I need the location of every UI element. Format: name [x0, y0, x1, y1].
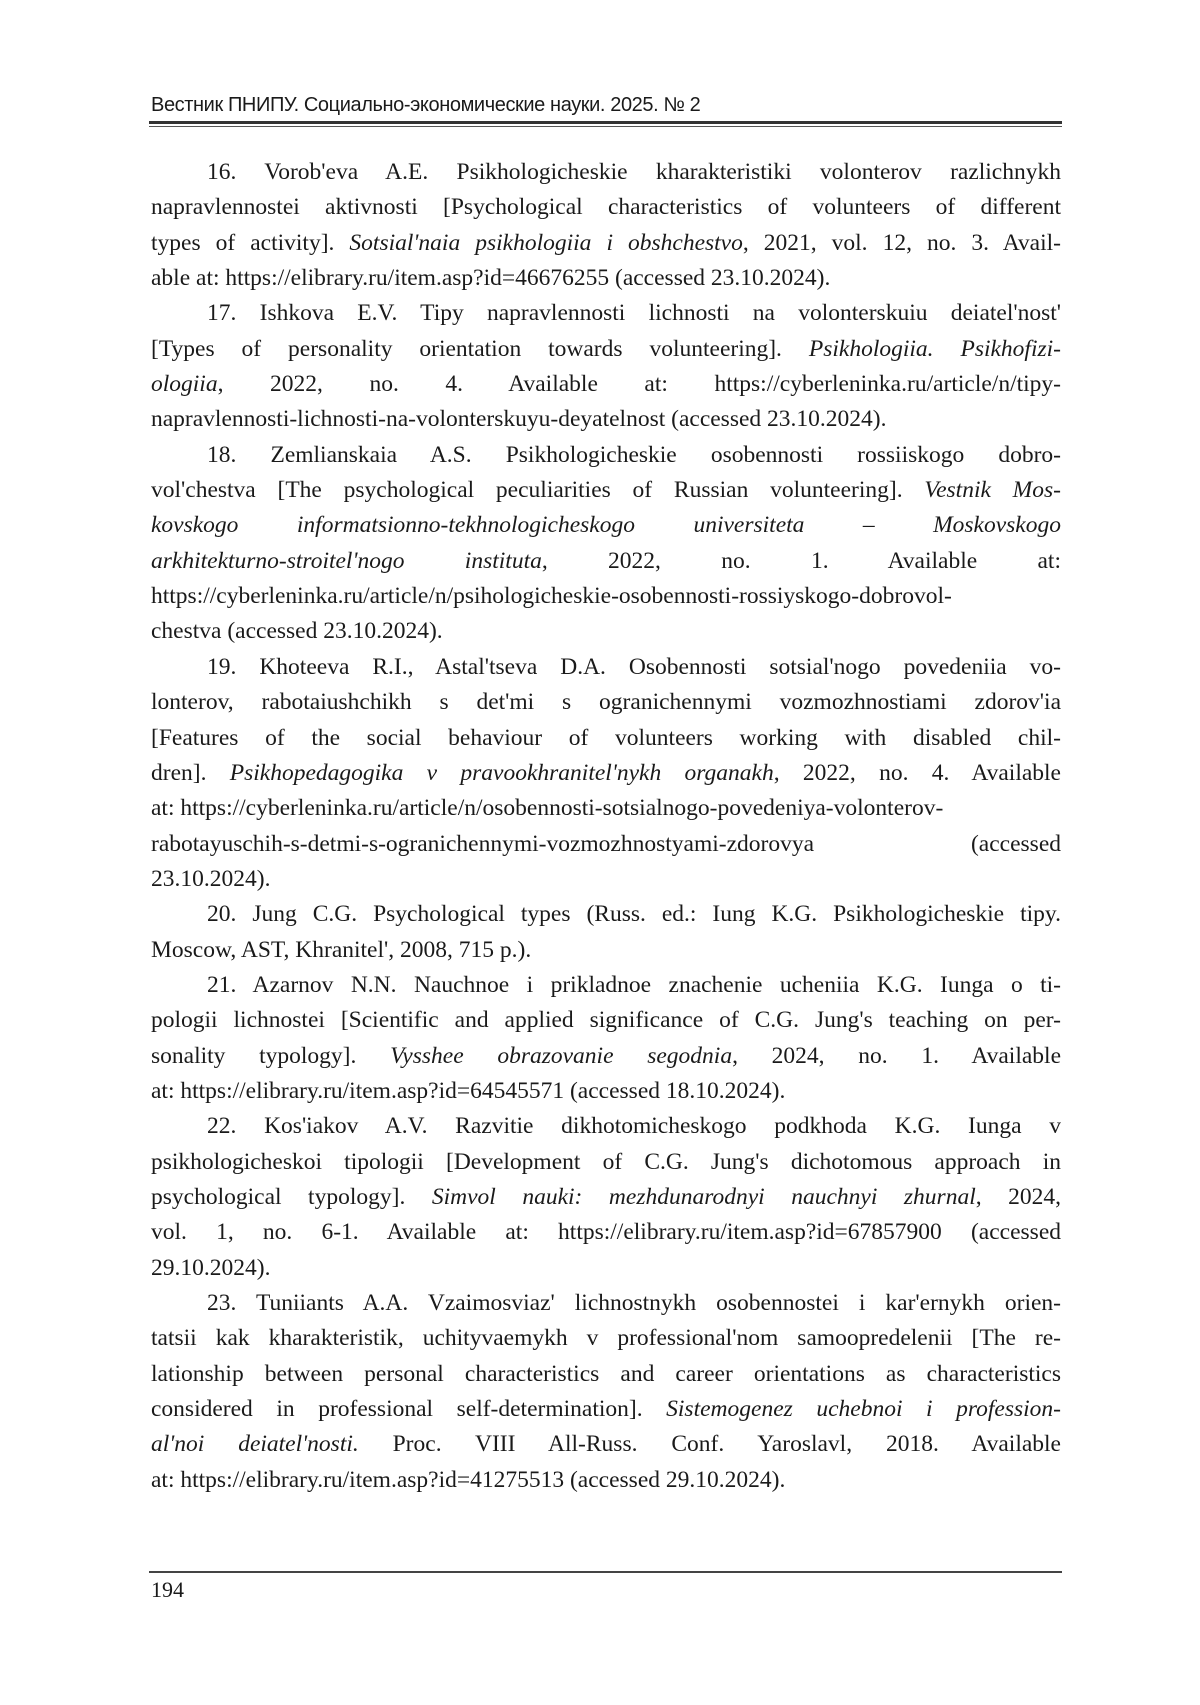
- reference-line: [151, 226, 1061, 261]
- reference-line: [151, 933, 1061, 968]
- reference-text: lonterov, rabotaiushchikh s det'mi s ogranichennymi vozmozhnostiami zdorov'ia: [151, 689, 1061, 715]
- reference-text: dren].: [151, 760, 230, 786]
- reference-source-title: Sotsial'naia psikhologiia i obshchestvo: [349, 230, 742, 256]
- reference-line: [151, 1074, 1061, 1109]
- reference-line: [151, 1039, 1061, 1074]
- reference-line: [151, 756, 1061, 791]
- reference-text: at: https://elibrary.ru/item.asp?id=64545571 (accessed 18.10.2024).: [151, 1078, 785, 1104]
- reference-entry: [151, 296, 1061, 437]
- reference-text: chestva (accessed 23.10.2024).: [151, 618, 443, 644]
- reference-text: [Features of the social behaviour of volunteers working with disabled chil-: [151, 725, 1061, 751]
- reference-line: [151, 1003, 1061, 1038]
- header-rule: [149, 121, 1062, 124]
- reference-line: [151, 614, 1061, 649]
- reference-line: [151, 1251, 1061, 1286]
- reference-line: [151, 862, 1061, 897]
- reference-text: 20. Jung C.G. Psychological types (Russ. ed.: Iung K.G. Psikhologicheskie tipy.: [207, 901, 1061, 927]
- reference-source-title: kovskogo informatsionno-tekhnologicheskogo universiteta – Moskovskogo: [151, 512, 1061, 538]
- reference-line: [151, 296, 1061, 331]
- reference-list: [151, 155, 1061, 1498]
- reference-text: https://cyberleninka.ru/article/n/psihologicheskie-osobennosti-rossiyskogo-dobrovol-: [151, 583, 952, 609]
- reference-entry: [151, 1286, 1061, 1498]
- reference-line: [151, 827, 1061, 862]
- page-number: 194: [151, 1577, 184, 1603]
- reference-text: napravlennostei aktivnosti [Psychological characteristics of volunteers of different: [151, 194, 1061, 220]
- reference-text: psikhologicheskoi tipologii [Development of C.G. Jung's dichotomous approach in: [151, 1149, 1061, 1175]
- reference-text: [Types of personality orientation towards volunteering].: [151, 336, 809, 362]
- reference-line: [151, 1145, 1061, 1180]
- reference-entry: [151, 155, 1061, 296]
- reference-line: [151, 155, 1061, 190]
- reference-source-title: arkhitekturno-stroitel'nogo instituta: [151, 548, 542, 574]
- reference-text: , 2022, no. 4. Available at: https://cyberleninka.ru/article/n/tipy-: [218, 371, 1061, 397]
- reference-text: considered in professional self-determination].: [151, 1396, 666, 1422]
- reference-line: [151, 579, 1061, 614]
- reference-text: , 2024,: [976, 1184, 1061, 1210]
- reference-text: , 2024, no. 1. Available: [732, 1043, 1061, 1069]
- reference-line: [151, 1392, 1061, 1427]
- reference-text: 23. Tuniiants A.A. Vzaimosviaz' lichnostnykh osobennostei i kar'ernykh orien-: [207, 1290, 1061, 1316]
- reference-entry: [151, 650, 1061, 897]
- reference-text: 22. Kos'iakov A.V. Razvitie dikhotomicheskogo podkhoda K.G. Iunga v: [207, 1113, 1061, 1139]
- reference-line: [151, 1215, 1061, 1250]
- reference-text: rabotayuschih-s-detmi-s-ogranichennymi-vozmozhnostyami-zdorovya (accessed: [151, 831, 1061, 857]
- reference-line: [151, 685, 1061, 720]
- reference-text: able at: https://elibrary.ru/item.asp?id=46676255 (accessed 23.10.2024).: [151, 265, 830, 291]
- reference-entry: [151, 968, 1061, 1109]
- reference-line: [151, 544, 1061, 579]
- reference-text: 17. Ishkova E.V. Tipy napravlennosti lichnosti na volonterskuiu deiatel'nost': [207, 300, 1061, 326]
- reference-text: at: https://elibrary.ru/item.asp?id=41275513 (accessed 29.10.2024).: [151, 1467, 785, 1493]
- running-header: Вестник ПНИПУ. Социально-экономические науки. 2025. № 2: [151, 92, 700, 118]
- reference-source-title: Sistemogenez uchebnoi i profession-: [666, 1396, 1061, 1422]
- reference-source-title: Simvol nauki: mezhdunarodnyi nauchnyi zhurnal: [432, 1184, 976, 1210]
- reference-text: 18. Zemlianskaia A.S. Psikhologicheskie osobennosti rossiiskogo dobro-: [207, 442, 1061, 468]
- reference-text: at: https://cyberleninka.ru/article/n/osobennosti-sotsialnogo-povedeniya-volonterov-: [151, 795, 943, 821]
- reference-source-title: Vysshee obrazovanie segodnia: [390, 1043, 732, 1069]
- reference-text: , 2021, vol. 12, no. 3. Avail-: [743, 230, 1061, 256]
- reference-source-title: al'noi deiatel'nosti.: [151, 1431, 359, 1457]
- reference-text: vol. 1, no. 6-1. Available at: https://elibrary.ru/item.asp?id=67857900 (accessed: [151, 1219, 1061, 1245]
- reference-line: [151, 1427, 1061, 1462]
- reference-text: lationship between personal characteristics and career orientations as characteristics: [151, 1361, 1061, 1387]
- reference-text: psychological typology].: [151, 1184, 432, 1210]
- reference-text: tatsii kak kharakteristik, uchityvaemykh v professional'nom samoopredelenii [The re-: [151, 1325, 1061, 1351]
- reference-line: [151, 261, 1061, 296]
- reference-entry: [151, 438, 1061, 650]
- reference-text: vol'chestva [The psychological peculiarities of Russian volunteering].: [151, 477, 924, 503]
- reference-source-title: ologiia: [151, 371, 218, 397]
- reference-text: 23.10.2024).: [151, 866, 270, 892]
- reference-text: 29.10.2024).: [151, 1255, 270, 1281]
- reference-line: [151, 968, 1061, 1003]
- reference-line: [151, 1463, 1061, 1498]
- reference-entry: [151, 1109, 1061, 1286]
- reference-line: [151, 402, 1061, 437]
- header-rule-thin: [149, 126, 1062, 127]
- reference-line: [151, 1180, 1061, 1215]
- reference-source-title: Vestnik Mos-: [924, 477, 1061, 503]
- reference-line: [151, 791, 1061, 826]
- reference-line: [151, 332, 1061, 367]
- reference-line: [151, 190, 1061, 225]
- reference-line: [151, 1109, 1061, 1144]
- reference-text: types of activity].: [151, 230, 349, 256]
- reference-line: [151, 897, 1061, 932]
- footer-rule: [149, 1571, 1062, 1573]
- reference-line: [151, 367, 1061, 402]
- reference-text: Proc. VIII All-Russ. Conf. Yaroslavl, 2018. Available: [359, 1431, 1061, 1457]
- reference-source-title: Psikhopedagogika v pravookhranitel'nykh organakh: [230, 760, 774, 786]
- reference-text: 16. Vorob'eva A.E. Psikhologicheskie kharakteristiki volonterov razlichnykh: [207, 159, 1061, 185]
- reference-text: sonality typology].: [151, 1043, 390, 1069]
- reference-line: [151, 473, 1061, 508]
- reference-line: [151, 1357, 1061, 1392]
- reference-line: [151, 438, 1061, 473]
- reference-text: 21. Azarnov N.N. Nauchnoe i prikladnoe znachenie ucheniia K.G. Iunga o ti-: [207, 972, 1061, 998]
- reference-line: [151, 721, 1061, 756]
- reference-source-title: Psikhologiia. Psikhofizi-: [809, 336, 1061, 362]
- reference-entry: [151, 897, 1061, 968]
- reference-line: [151, 508, 1061, 543]
- reference-text: , 2022, no. 1. Available at:: [542, 548, 1061, 574]
- reference-text: , 2022, no. 4. Available: [774, 760, 1061, 786]
- reference-text: napravlennosti-lichnosti-na-volonterskuyu-deyatelnost (accessed 23.10.2024).: [151, 406, 886, 432]
- reference-text: 19. Khoteeva R.I., Astal'tseva D.A. Osobennosti sotsial'nogo povedeniia vo-: [207, 654, 1061, 680]
- reference-text: pologii lichnostei [Scientific and applied significance of C.G. Jung's teaching on per-: [151, 1007, 1061, 1033]
- reference-line: [151, 1321, 1061, 1356]
- reference-line: [151, 1286, 1061, 1321]
- reference-line: [151, 650, 1061, 685]
- reference-text: Moscow, AST, Khranitel', 2008, 715 p.).: [151, 937, 531, 963]
